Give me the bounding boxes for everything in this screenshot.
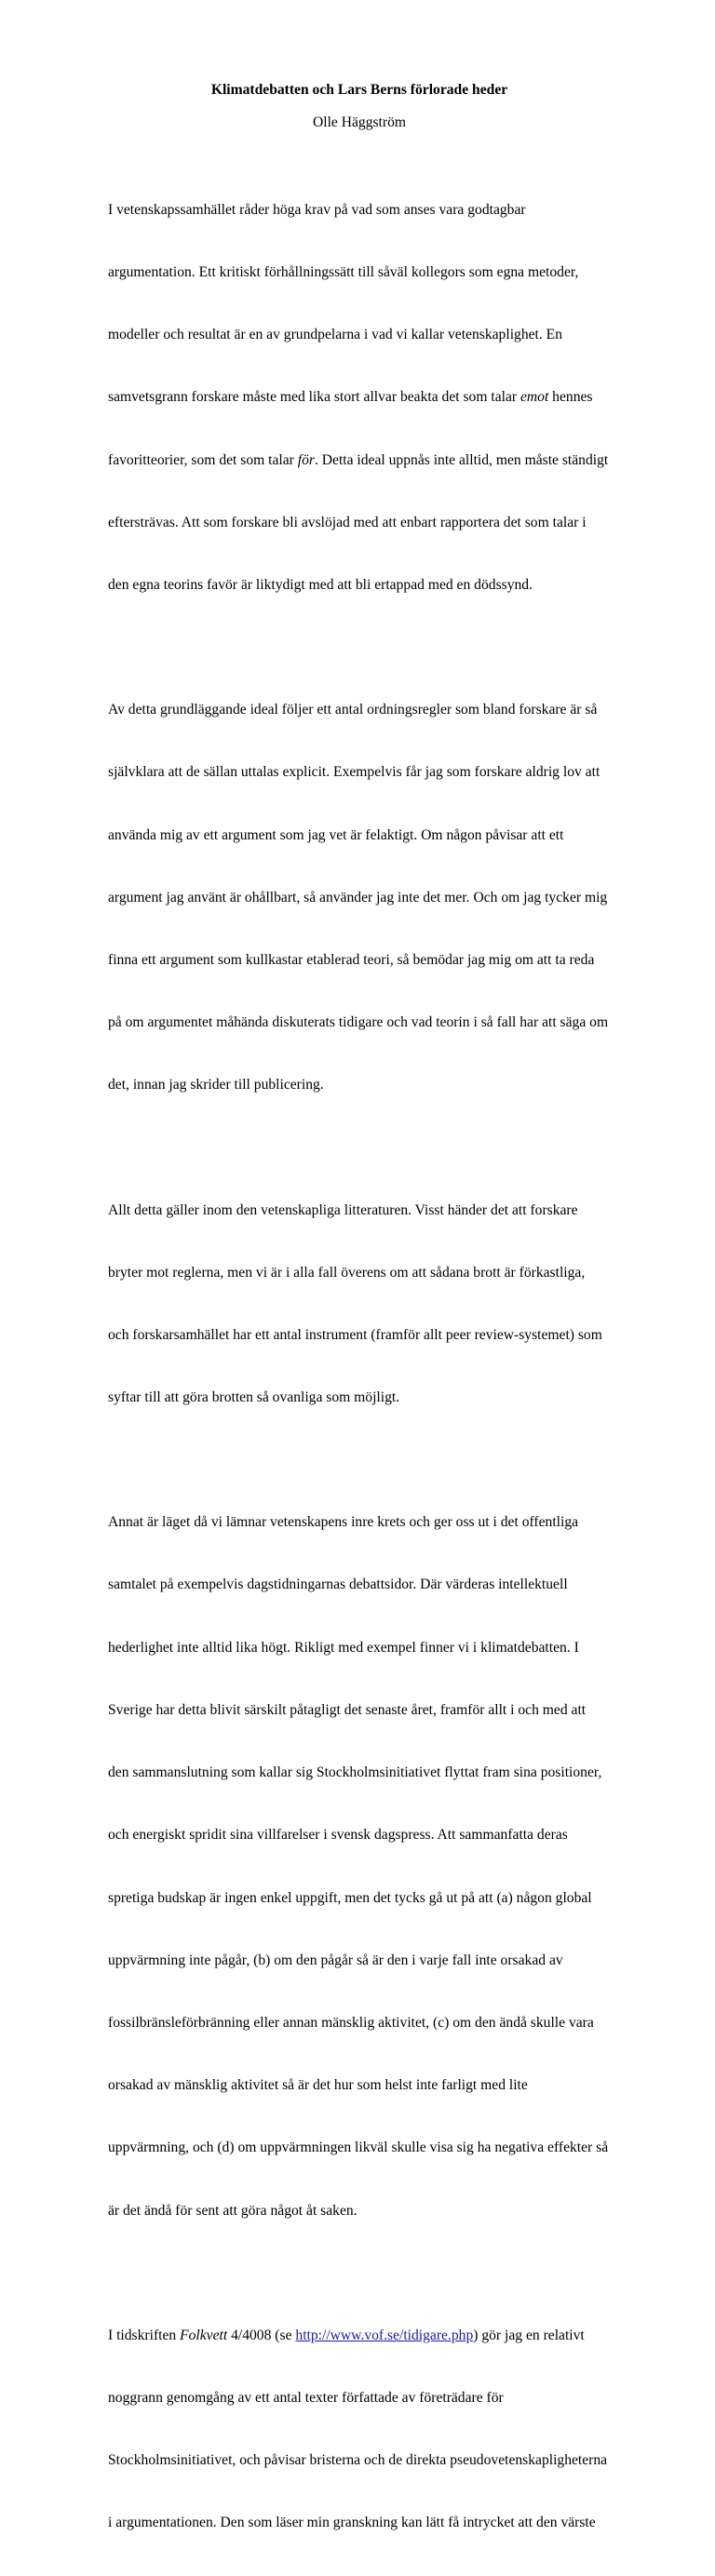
paragraph-line: bryter mot reglerna, men vi är i alla fall överens om att sådana brott är förkastliga, xyxy=(108,1264,586,1281)
paragraph-line: orsakad av mänsklig aktivitet så är det hur som helst inte farligt med lite xyxy=(108,2077,528,2094)
text-segment: . Detta ideal uppnås inte alltid, men måste ständigt xyxy=(314,451,609,468)
paragraph-line: modeller och resultat är en av grundpelarna i vad vi kallar vetenskaplighet. En xyxy=(108,327,562,343)
paragraph-3 xyxy=(108,1159,611,1451)
paragraph-line: I vetenskapssamhället råder höga krav på vad som anses vara godtagbar xyxy=(108,201,526,218)
paragraph-line: finna ett argument som kullkastar etablerad teori, så bemödar jag mig om att ta reda xyxy=(108,952,595,969)
paragraph-line: uppvärmning inte pågår, (b) om den pågår så är den i varje fall inte orsakad av xyxy=(108,1952,563,1968)
paragraph-line: Av detta grundläggande ideal följer ett antal ordningsregler som bland forskare är så xyxy=(108,702,598,718)
paragraph-line: är det ändå för sent att göra något åt saken. xyxy=(108,2202,358,2219)
paragraph-line: spretiga budskap är ingen enkel uppgift, men det tycks gå ut på att (a) någon global xyxy=(108,1889,592,1906)
paragraph-line: syftar till att göra brotten så ovanliga som möjligt. xyxy=(108,1389,400,1406)
paragraph-line: den sammanslutning som kallar sig Stockholmsinitiativet flyttat fram sina positioner, xyxy=(108,1764,602,1781)
text-segment: favoritteorier, som det som talar xyxy=(108,451,298,468)
paragraph-line: fossilbränsleförbränning eller annan mänsklig aktivitet, (c) om den ändå skulle vara xyxy=(108,2014,594,2031)
paragraph-line xyxy=(108,387,611,408)
paragraph-2 xyxy=(108,658,611,1137)
paragraph-line xyxy=(108,2326,611,2346)
paragraph-line xyxy=(108,450,611,471)
paragraph-line: självklara att de sällan uttalas explicit. Exempelvis får jag som forskare aldrig lov att xyxy=(108,764,600,781)
paragraph-line: och forskarsamhället har ett antal instrument (framför allt peer review-systemet) som xyxy=(108,1326,602,1343)
emphasis-emot: emot xyxy=(519,389,549,406)
paragraph-line: samtalet på exempelvis dagstidningarnas debattsidor. Där värderas intellektuell xyxy=(108,1576,568,1593)
paragraph-line: Allt detta gäller inom den vetenskapliga litteraturen. Visst händer det att forskare xyxy=(108,1201,578,1218)
document-title: Klimatdebatten och Lars Berns förlorade heder xyxy=(210,82,508,98)
paragraph-line: Stockholmsinitiativet, och påvisar bristerna och de direkta pseudovetenskapligheterna xyxy=(108,2452,608,2469)
paragraph-line: använda mig av ett argument som jag vet är felaktigt. Om någon påvisar att ett xyxy=(108,826,564,843)
paragraph-line: och energiskt spridit sina villfarelser i svensk dagspress. Att sammanfatta deras xyxy=(108,1827,568,1844)
text-segment: ) gör jag en relativt xyxy=(473,2327,585,2343)
paragraph-line: uppvärmning, och (d) om uppvärmningen likväl skulle visa sig ha negativa effekter så xyxy=(108,2140,609,2156)
vof-link[interactable]: http://www.vof.se/tidigare.php xyxy=(295,2327,474,2343)
document-author: Olle Häggström xyxy=(312,114,407,130)
emphasis-folkvett: Folkvett xyxy=(180,2327,228,2343)
paragraph-line: det, innan jag skrider till publicering. xyxy=(108,1077,324,1093)
paragraph-line: Sverige har detta blivit särskilt påtagligt det senaste året, framför allt i och med att xyxy=(108,1701,587,1718)
paragraph-line: argumentation. Ett kritiskt förhållningssätt till såväl kollegors som egna metoder, xyxy=(108,264,579,281)
text-segment: I tidskriften xyxy=(108,2327,181,2343)
paragraph-line: hederlighet inte alltid lika högt. Rikligt med exempel finner vi i klimatdebatten. I xyxy=(108,1639,579,1656)
paragraph-4 xyxy=(108,1470,611,2262)
paragraph-line: Annat är läget då vi lämnar vetenskapens inre krets och ger oss ut i det offentliga xyxy=(108,1514,579,1531)
text-segment: hennes xyxy=(548,389,593,406)
paragraph-line: den egna teorins favör är liktydigt med att bli ertappad med en dödssynd. xyxy=(108,577,533,594)
paragraph-line: argument jag använt är ohållbart, så använder jag inte det mer. Och om jag tycker mig xyxy=(108,889,608,906)
document-page xyxy=(108,80,611,2576)
paragraph-line: eftersträvas. Att som forskare bli avslöjad med att enbart rapportera det som talar i xyxy=(108,514,587,530)
text-segment: 4/4008 (se xyxy=(227,2327,296,2343)
paragraph-line: noggrann genomgång av ett antal texter författade av företrädare för xyxy=(108,2389,504,2406)
emphasis-for: för xyxy=(297,451,315,468)
paragraph-1 xyxy=(108,158,611,637)
paragraph-line: i argumentationen. Den som läser min granskning kan lätt få intrycket att den värste xyxy=(108,2515,596,2531)
paragraph-5 xyxy=(108,2284,611,2576)
paragraph-line: på om argumentet måhända diskuterats tidigare och vad teorin i så fall har att säga om xyxy=(108,1014,609,1031)
text-segment: samvetsgrann forskare måste med lika stort allvar beakta det som talar xyxy=(108,389,520,406)
